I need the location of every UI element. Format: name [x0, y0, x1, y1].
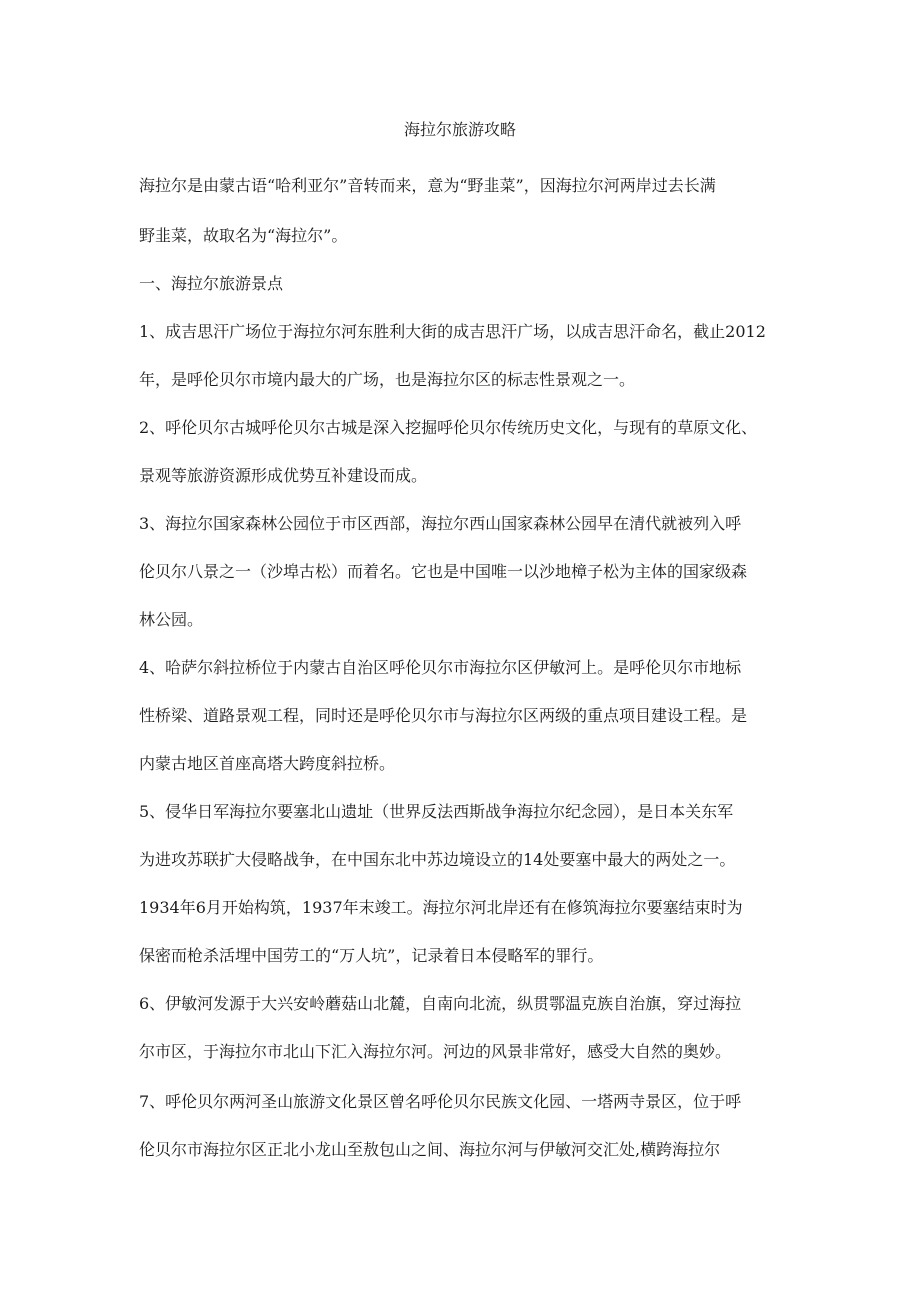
text-line: 2、呼伦贝尔古城呼伦贝尔古城是深入挖掘呼伦贝尔传统历史文化，与现有的草原文化、	[139, 418, 758, 437]
text-line: 4、哈萨尔斜拉桥位于内蒙古自治区呼伦贝尔市海拉尔区伊敏河上。是呼伦贝尔市地标	[139, 658, 742, 677]
text-line: 6、伊敏河发源于大兴安岭蘑菇山北麓，自南向北流，纵贯鄂温克族自治旗，穿过海拉	[139, 994, 742, 1013]
text-line: 年，是呼伦贝尔市境内最大的广场，也是海拉尔区的标志性景观之一。	[139, 370, 636, 389]
text-line: 景观等旅游资源形成优势互补建设而成。	[139, 466, 428, 485]
text-line: 内蒙古地区首座高塔大跨度斜拉桥。	[139, 754, 396, 773]
text-line: 海拉尔是由蒙古语“哈利亚尔”音转而来，意为“野韭菜”，因海拉尔河两岸过去长满	[139, 176, 716, 195]
text-line: 3、海拉尔国家森林公园位于市区西部，海拉尔西山国家森林公园早在清代就被列入呼	[139, 514, 742, 533]
text-line: 7、呼伦贝尔两河圣山旅游文化景区曾名呼伦贝尔民族文化园、一塔两寺景区，位于呼	[139, 1092, 742, 1111]
text-line: 为进攻苏联扩大侵略战争，在中国东北中苏边境设立的14处要塞中最大的两处之一。	[139, 850, 736, 869]
text-line: 伦贝尔八景之一（沙埠古松）而着名。它也是中国唯一以沙地樟子松为主体的国家级森	[139, 562, 748, 581]
text-line: 野韭菜，故取名为“海拉尔”。	[139, 226, 348, 245]
text-line: 5、侵华日军海拉尔要塞北山遗址（世界反法西斯战争海拉尔纪念园），是日本关东军	[139, 802, 734, 821]
text-line: 性桥梁、道路景观工程，同时还是呼伦贝尔市与海拉尔区两级的重点项目建设工程。是	[139, 706, 748, 725]
text-line: 林公园。	[139, 610, 204, 629]
text-line: 伦贝尔市海拉尔区正北小龙山至敖包山之间、海拉尔河与伊敏河交汇处,横跨海拉尔	[139, 1140, 721, 1159]
document-title: 海拉尔旅游攻略	[403, 120, 516, 139]
text-line: 尔市区，于海拉尔市北山下汇入海拉尔河。河边的风景非常好，感受大自然的奥妙。	[139, 1042, 732, 1061]
section-heading: 一、海拉尔旅游景点	[139, 274, 284, 293]
text-line: 1934年6月开始构筑，1937年末竣工。海拉尔河北岸还有在修筑海拉尔要塞结束时为	[139, 898, 743, 917]
text-line: 1、成吉思汗广场位于海拉尔河东胜利大街的成吉思汗广场，以成吉思汗命名，截止2012	[139, 322, 766, 341]
text-line: 保密而枪杀活埋中国劳工的“万人坑”，记录着日本侵略军的罪行。	[139, 946, 604, 965]
